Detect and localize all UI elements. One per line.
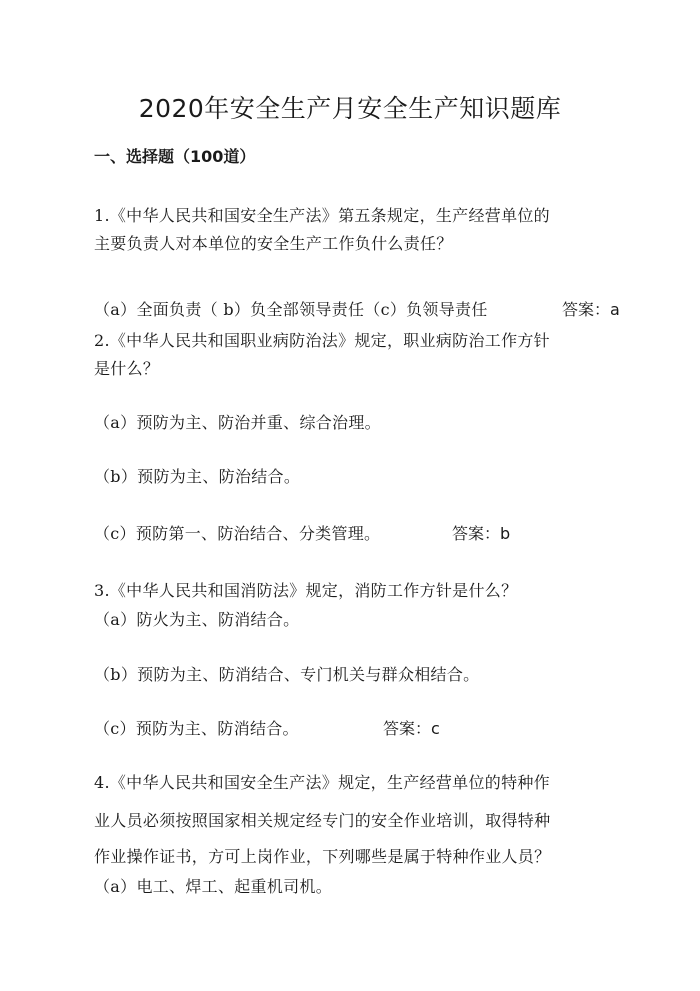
- question-3-answer: 答案：c: [383, 719, 440, 738]
- question-4-option-a: （a）电工、焊工、起重机司机。: [94, 877, 333, 896]
- question-1-stem-line-1: 1.《中华人民共和国安全生产法》第五条规定，生产经营单位的: [94, 206, 550, 225]
- question-2-option-c: （c）预防第一、防治结合、分类管理。: [94, 524, 381, 543]
- question-3-stem-line-1: 3.《中华人民共和国消防法》规定，消防工作方针是什么？: [94, 581, 518, 600]
- question-1-stem-line-2: 主要负责人对本单位的安全生产工作负什么责任？: [94, 234, 453, 253]
- document-title: 2020年安全生产月安全生产知识题库: [138, 94, 562, 123]
- question-3-option-c: （c）预防为主、防消结合。: [94, 719, 299, 738]
- question-2-stem-line-1: 2.《中华人民共和国职业病防治法》规定，职业病防治工作方针: [94, 331, 550, 350]
- question-1-options: （a）全面负责（ b）负全部领导责任（c）负领导责任: [94, 300, 488, 319]
- question-3-option-a: （a）防火为主、防消结合。: [94, 610, 300, 629]
- section-heading: 一、选择题（100道）: [94, 147, 256, 166]
- question-2-answer: 答案：b: [452, 524, 511, 543]
- question-4-stem-line-1: 4.《中华人民共和国安全生产法》规定，生产经营单位的特种作: [94, 773, 550, 792]
- question-3-option-b: （b）预防为主、防消结合、专门机关与群众相结合。: [94, 665, 480, 684]
- question-2-option-a: （a）预防为主、防治并重、综合治理。: [94, 413, 381, 432]
- question-4-stem-line-2: 业人员必须按照国家相关规定经专门的安全作业培训，取得特种: [94, 811, 551, 830]
- question-4-stem-line-3: 作业操作证书，方可上岗作业，下列哪些是属于特种作业人员？: [94, 847, 551, 866]
- question-2-option-b: （b）预防为主、防治结合。: [94, 467, 301, 486]
- question-2-stem-line-2: 是什么？: [94, 359, 160, 378]
- question-1-answer: 答案：a: [562, 300, 620, 319]
